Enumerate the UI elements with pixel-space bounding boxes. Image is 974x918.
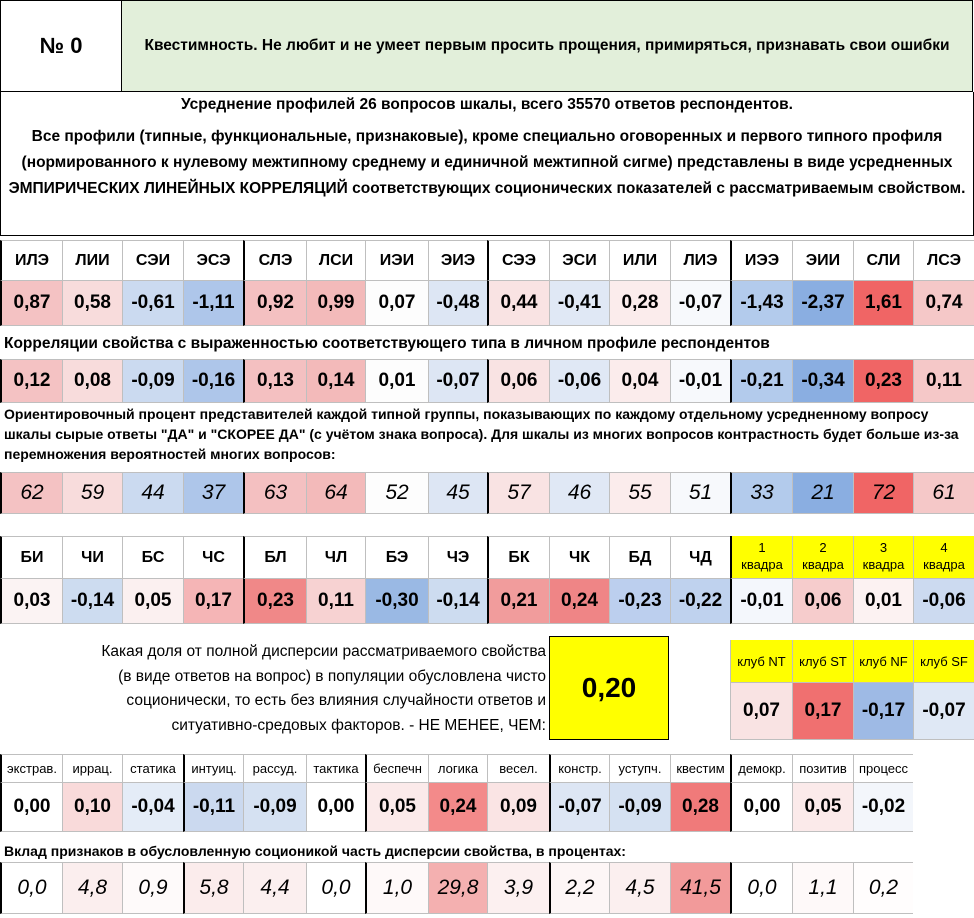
corr-label: Корреляции свойства с выраженностью соответствующего типа в личном профиле респондентов bbox=[4, 335, 770, 352]
quadra-value: -0,06 bbox=[913, 578, 974, 624]
club-value: 0,17 bbox=[792, 682, 853, 740]
quadra-label bbox=[913, 536, 974, 578]
quadra-number: 2 bbox=[819, 540, 827, 555]
correlation-value: 0,11 bbox=[913, 359, 974, 403]
type-profile-value: 0,44 bbox=[487, 280, 549, 326]
trait-value: 0,10 bbox=[62, 782, 122, 832]
correlation-value: -0,21 bbox=[730, 359, 792, 403]
percent-value: 51 bbox=[670, 472, 730, 514]
type-profile-value: -0,48 bbox=[428, 280, 487, 326]
trait-label: уступч. bbox=[609, 754, 670, 782]
percent-label: Ориентировочный процент представителей каждой типной группы, показывающих по каждому отдельному усредненному вопросу шкалы сырые ответы "ДА" и "СКОРЕЕ ДА" (с учётом знака вопроса). Для шкалы из многих вопросов контрастность будет больше из-за перемножения вероятностей многих вопросов: bbox=[4, 406, 959, 462]
contribution-value: 2,2 bbox=[549, 862, 609, 914]
trait-value: -0,09 bbox=[243, 782, 306, 832]
percent-value: 52 bbox=[365, 472, 428, 514]
function-value: 0,17 bbox=[183, 578, 243, 624]
function-value: -0,14 bbox=[62, 578, 122, 624]
type-label: ЛСЭ bbox=[913, 240, 974, 280]
percent-value: 61 bbox=[913, 472, 974, 514]
trait-label: экстрав. bbox=[0, 754, 62, 782]
contribution-value: 4,8 bbox=[62, 862, 122, 914]
function-label: БС bbox=[122, 536, 183, 578]
type-label: ЭСЭ bbox=[183, 240, 243, 280]
dispersion-value: 0,20 bbox=[581, 672, 637, 703]
contribution-value: 0,0 bbox=[730, 862, 792, 914]
function-value: 0,21 bbox=[487, 578, 549, 624]
correlation-value: 0,06 bbox=[487, 359, 549, 403]
trait-value: 0,00 bbox=[730, 782, 792, 832]
trait-value: -0,11 bbox=[183, 782, 243, 832]
function-label: БИ bbox=[0, 536, 62, 578]
contribution-value: 3,9 bbox=[487, 862, 549, 914]
percent-value: 45 bbox=[428, 472, 487, 514]
type-label: ЛИИ bbox=[62, 240, 122, 280]
trait-label: логика bbox=[428, 754, 487, 782]
type-profile-value: -2,37 bbox=[792, 280, 853, 326]
function-value: -0,22 bbox=[670, 578, 730, 624]
percent-value: 44 bbox=[122, 472, 183, 514]
function-label: ЧЛ bbox=[306, 536, 365, 578]
club-label: клуб NT bbox=[730, 640, 792, 682]
quadra-label bbox=[792, 536, 853, 578]
dispersion-line-1: Какая доля от полной дисперсии рассматриваемого свойства bbox=[101, 643, 546, 660]
contribution-value: 0,2 bbox=[853, 862, 913, 914]
trait-value: 0,05 bbox=[792, 782, 853, 832]
type-label: ЭИИ bbox=[792, 240, 853, 280]
correlation-value: 0,13 bbox=[243, 359, 306, 403]
correlation-value: -0,09 bbox=[122, 359, 183, 403]
type-label: ЛСИ bbox=[306, 240, 365, 280]
type-profile-value: 0,99 bbox=[306, 280, 365, 326]
club-value: 0,07 bbox=[730, 682, 792, 740]
type-label: СЛИ bbox=[853, 240, 913, 280]
quadra-number: 4 bbox=[940, 540, 948, 555]
quadra-value: -0,01 bbox=[730, 578, 792, 624]
percent-value: 46 bbox=[549, 472, 609, 514]
percent-value: 21 bbox=[792, 472, 853, 514]
trait-value: 0,00 bbox=[306, 782, 365, 832]
quadra-label bbox=[730, 536, 792, 578]
function-label: ЧД bbox=[670, 536, 730, 578]
trait-label: весел. bbox=[487, 754, 549, 782]
trait-label: констр. bbox=[549, 754, 609, 782]
function-label: БЭ bbox=[365, 536, 428, 578]
contribution-value: 0,9 bbox=[122, 862, 183, 914]
contribution-value: 0,0 bbox=[306, 862, 365, 914]
type-label: ИЭИ bbox=[365, 240, 428, 280]
quadra-number: 3 bbox=[879, 540, 888, 555]
contribution-value: 5,8 bbox=[183, 862, 243, 914]
trait-value: 0,09 bbox=[487, 782, 549, 832]
function-label: БЛ bbox=[243, 536, 306, 578]
dispersion-line-3: соционически, то есть без влияния случайности ответов и bbox=[126, 692, 546, 709]
correlation-value: -0,16 bbox=[183, 359, 243, 403]
trait-value: -0,04 bbox=[122, 782, 183, 832]
scale-title: Квестимность. Не любит и не умеет первым просить прощения, примиряться, признавать свои ошибки bbox=[144, 37, 950, 54]
type-profile-value: -0,41 bbox=[549, 280, 609, 326]
type-profile-value: 0,07 bbox=[365, 280, 428, 326]
type-profile-value: 1,61 bbox=[853, 280, 913, 326]
trait-value: 0,00 bbox=[0, 782, 62, 832]
contribution-value: 0,0 bbox=[0, 862, 62, 914]
type-profile-value: -0,07 bbox=[670, 280, 730, 326]
trait-label: интуиц. bbox=[183, 754, 243, 782]
function-label: ЧЭ bbox=[428, 536, 487, 578]
club-value: -0,17 bbox=[853, 682, 913, 740]
quadra-word: квадра bbox=[862, 557, 905, 572]
contribution-value: 1,0 bbox=[365, 862, 428, 914]
percent-value: 59 bbox=[62, 472, 122, 514]
function-label: ЧК bbox=[549, 536, 609, 578]
contribution-value: 41,5 bbox=[670, 862, 730, 914]
function-value: 0,23 bbox=[243, 578, 306, 624]
function-value: -0,23 bbox=[609, 578, 670, 624]
type-profile-value: -0,61 bbox=[122, 280, 183, 326]
correlation-value: 0,12 bbox=[0, 359, 62, 403]
trait-value: -0,09 bbox=[609, 782, 670, 832]
trait-label: процесс bbox=[853, 754, 913, 782]
dispersion-value-box bbox=[549, 636, 669, 740]
trait-label: рассуд. bbox=[243, 754, 306, 782]
function-value: -0,30 bbox=[365, 578, 428, 624]
type-profile-value: 0,92 bbox=[243, 280, 306, 326]
trait-value: 0,28 bbox=[670, 782, 730, 832]
type-profile-value: 0,87 bbox=[0, 280, 62, 326]
percent-value: 37 bbox=[183, 472, 243, 514]
type-profile-value: -1,11 bbox=[183, 280, 243, 326]
quadra-word: квадра bbox=[923, 557, 965, 572]
description: Все профили (типные, функциональные, признаковые), кроме специально оговоренных и первого типного профиля (нормированного к нулевому межтипному среднему и единичной межтипной сигме) представлены в виде усредненных ЭМПИРИЧЕСКИХ ЛИНЕЙНЫХ КОРРЕЛЯЦИЙ соответствующих соционических показателей с рассматриваемым свойством. bbox=[8, 128, 966, 197]
type-label: ИЛЭ bbox=[0, 240, 62, 280]
correlation-value: -0,34 bbox=[792, 359, 853, 403]
function-value: 0,03 bbox=[0, 578, 62, 624]
type-label: СЭИ bbox=[122, 240, 183, 280]
function-label: ЧИ bbox=[62, 536, 122, 578]
quadra-word: квадра bbox=[802, 557, 844, 572]
type-profile-value: 0,28 bbox=[609, 280, 670, 326]
correlation-value: -0,06 bbox=[549, 359, 609, 403]
function-label: БД bbox=[609, 536, 670, 578]
percent-value: 57 bbox=[487, 472, 549, 514]
quadra-label bbox=[853, 536, 913, 578]
trait-label: позитив bbox=[792, 754, 853, 782]
summary-line: Усреднение профилей 26 вопросов шкалы, всего 35570 ответов респондентов. bbox=[181, 96, 793, 113]
correlation-value: 0,01 bbox=[365, 359, 428, 403]
percent-value: 64 bbox=[306, 472, 365, 514]
contribution-value: 1,1 bbox=[792, 862, 853, 914]
contrib-label: Вклад признаков в обусловленную соционикой часть дисперсии свойства, в процентах: bbox=[4, 843, 626, 859]
club-label: клуб NF bbox=[853, 640, 913, 682]
function-label: ЧС bbox=[183, 536, 243, 578]
function-label: БК bbox=[487, 536, 549, 578]
trait-label: беспечн bbox=[365, 754, 428, 782]
trait-label: статика bbox=[122, 754, 183, 782]
correlation-value: -0,01 bbox=[670, 359, 730, 403]
trait-label: квестим bbox=[670, 754, 730, 782]
correlation-value: 0,08 bbox=[62, 359, 122, 403]
trait-label: иррац. bbox=[62, 754, 122, 782]
trait-value: 0,24 bbox=[428, 782, 487, 832]
percent-value: 62 bbox=[0, 472, 62, 514]
trait-value: -0,02 bbox=[853, 782, 913, 832]
dispersion-line-4: ситуативно-средовых факторов. - НЕ МЕНЕЕ, ЧЕМ: bbox=[171, 716, 546, 734]
function-value: -0,14 bbox=[428, 578, 487, 624]
type-label: ЭИЭ bbox=[428, 240, 487, 280]
percent-value: 33 bbox=[730, 472, 792, 514]
type-profile-value: 0,58 bbox=[62, 280, 122, 326]
contribution-value: 4,4 bbox=[243, 862, 306, 914]
type-label: ЛИЭ bbox=[670, 240, 730, 280]
type-label: СЛЭ bbox=[243, 240, 306, 280]
function-value: 0,11 bbox=[306, 578, 365, 624]
trait-value: -0,07 bbox=[549, 782, 609, 832]
dispersion-text bbox=[0, 640, 548, 740]
function-value: 0,05 bbox=[122, 578, 183, 624]
type-label: СЭЭ bbox=[487, 240, 549, 280]
type-profile-value: 0,74 bbox=[913, 280, 974, 326]
percent-value: 55 bbox=[609, 472, 670, 514]
type-label: ЭСИ bbox=[549, 240, 609, 280]
trait-label: тактика bbox=[306, 754, 365, 782]
contribution-value: 4,5 bbox=[609, 862, 670, 914]
correlation-value: 0,23 bbox=[853, 359, 913, 403]
club-label: клуб ST bbox=[792, 640, 853, 682]
summary-box bbox=[0, 92, 974, 236]
scale-number: № 0 bbox=[39, 33, 83, 58]
trait-label: демокр. bbox=[730, 754, 792, 782]
percent-value: 63 bbox=[243, 472, 306, 514]
quadra-value: 0,06 bbox=[792, 578, 853, 624]
header-number-cell bbox=[0, 0, 122, 92]
quadra-word: квадра bbox=[741, 557, 783, 572]
type-profile-value: -1,43 bbox=[730, 280, 792, 326]
correlation-value: 0,04 bbox=[609, 359, 670, 403]
quadra-number: 1 bbox=[758, 540, 766, 555]
club-label: клуб SF bbox=[913, 640, 974, 682]
type-label: ИЛИ bbox=[609, 240, 670, 280]
dispersion-line-2: (в виде ответов на вопрос) в популяции обусловлена чисто bbox=[118, 667, 546, 685]
header-title-cell bbox=[121, 0, 973, 92]
quadra-value: 0,01 bbox=[853, 578, 913, 624]
percent-value: 72 bbox=[853, 472, 913, 514]
club-value: -0,07 bbox=[913, 682, 974, 740]
correlation-value: -0,07 bbox=[428, 359, 487, 403]
function-value: 0,24 bbox=[549, 578, 609, 624]
contribution-value: 29,8 bbox=[428, 862, 487, 914]
correlation-value: 0,14 bbox=[306, 359, 365, 403]
trait-value: 0,05 bbox=[365, 782, 428, 832]
type-label: ИЭЭ bbox=[730, 240, 792, 280]
